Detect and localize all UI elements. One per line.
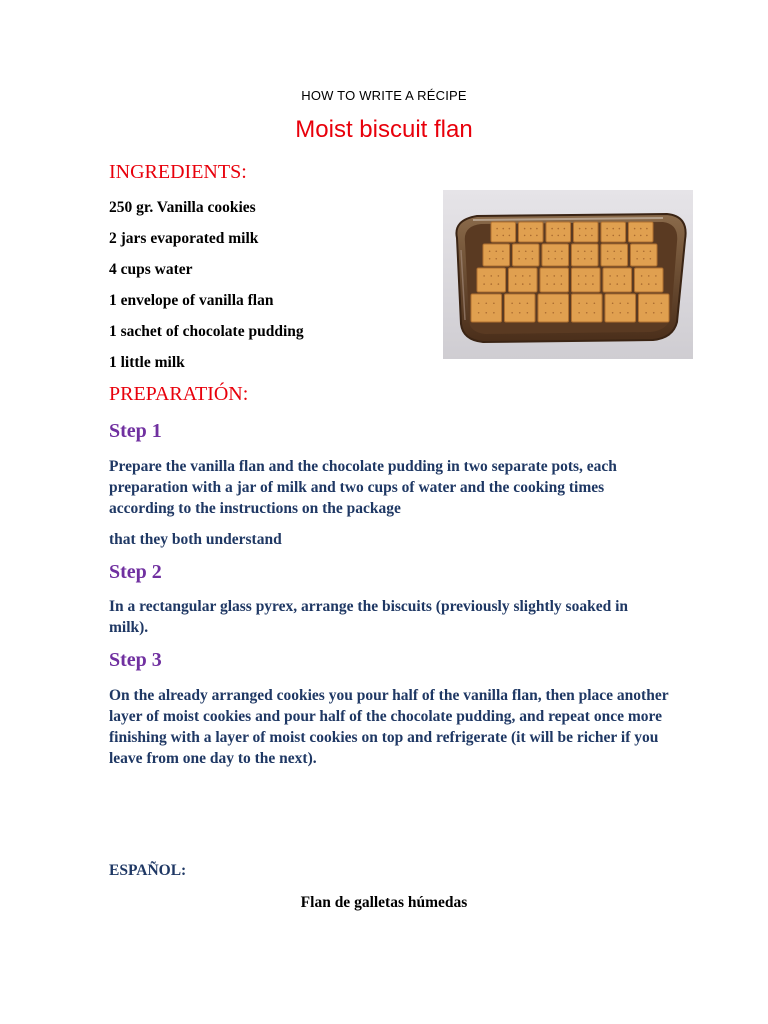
step-3-text: On the already arranged cookies you pour half of the vanilla flan, then place another layer of moist cookies and pour half of the chocolate pudding, and repeat once more finishing with a layer of moist cookies on top and refrigerate (it will be richer if you leave from one day to the next). (109, 687, 669, 767)
ingredient-item: 4 cups water (109, 261, 193, 278)
step-1-text: Prepare the vanilla flan and the chocolate pudding in two separate pots, each preparation with a jar of milk and two cups of water and the cooking times according to the instructions on the package (109, 458, 617, 517)
document-header: HOW TO WRITE A RÉCIPE (301, 88, 467, 103)
ingredients-heading: INGREDIENTS: (109, 161, 247, 183)
spanish-title: Flan de galletas húmedas (300, 894, 468, 911)
ingredient-list (109, 198, 304, 384)
ingredient-item: 250 gr. Vanilla cookies (109, 199, 256, 216)
spanish-label: ESPAÑOL: (109, 862, 187, 879)
biscuit-flan-photo (443, 190, 693, 359)
recipe-title: Moist biscuit flan (295, 116, 473, 143)
step-3-heading: Step 3 (109, 649, 162, 671)
step-1-extra-text: that they both understand (109, 531, 282, 548)
step-2-heading: Step 2 (109, 561, 162, 583)
ingredient-item: 1 sachet of chocolate pudding (109, 323, 304, 340)
ingredient-item: 2 jars evaporated milk (109, 230, 259, 247)
ingredient-item: 1 envelope of vanilla flan (109, 292, 274, 309)
ingredient-item: 1 little milk (109, 354, 185, 371)
step-2-text: In a rectangular glass pyrex, arrange the biscuits (previously slightly soaked in milk). (109, 598, 629, 636)
preparation-heading: PREPARATIÓN: (109, 383, 249, 405)
step-1-heading: Step 1 (109, 420, 162, 442)
